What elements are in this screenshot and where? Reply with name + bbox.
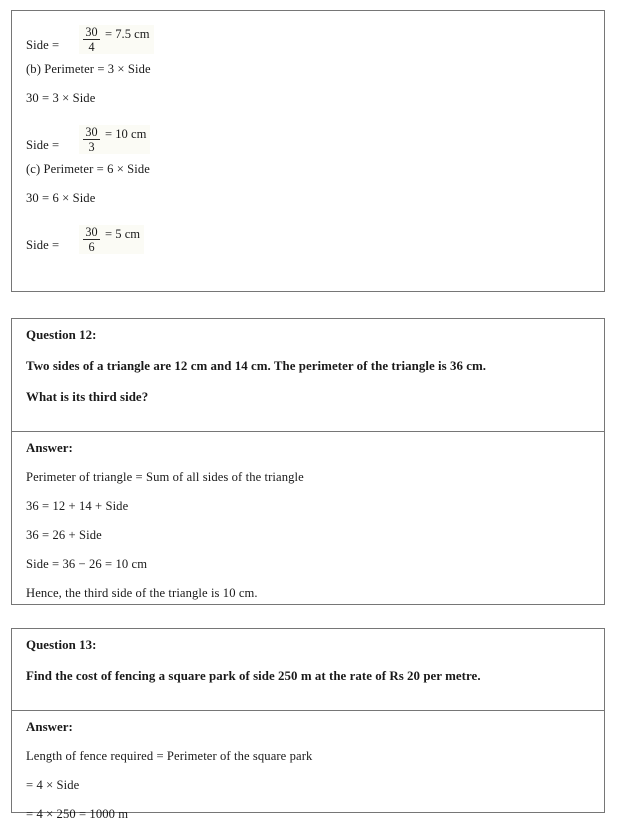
question-12-answer-label: Answer: bbox=[26, 441, 73, 455]
fraction-3-lead: Side = bbox=[26, 238, 60, 252]
question-12-statement-line-1: Two sides of a triangle are 12 cm and 14 cm. The perimeter of the triangle is 36 cm. bbox=[26, 359, 487, 373]
fraction-2 bbox=[83, 126, 100, 153]
side-equation-fraction-1 bbox=[26, 20, 590, 54]
question-12-answer-line: 36 = 26 + Side bbox=[26, 528, 102, 542]
line-c-equation: 30 = 6 × Side bbox=[26, 191, 96, 205]
question-12-answer-line: Side = 36 − 26 = 10 cm bbox=[26, 557, 148, 571]
fraction-1-group bbox=[79, 25, 154, 54]
fraction-1 bbox=[83, 26, 100, 53]
fraction-3-group bbox=[79, 225, 144, 254]
fraction-2-numerator: 30 bbox=[85, 124, 98, 139]
question-13-answer-section bbox=[12, 710, 604, 826]
line-b-perimeter: (b) Perimeter = 3 × Side bbox=[26, 62, 151, 76]
question-13-answer-line: = 4 × 250 = 1000 m bbox=[26, 807, 129, 821]
fraction-2-group bbox=[79, 125, 150, 154]
fraction-3-denominator: 6 bbox=[88, 239, 95, 254]
question-12-statement-section bbox=[12, 319, 604, 431]
fraction-3-numerator: 30 bbox=[85, 224, 98, 239]
fraction-1-lead: Side = bbox=[26, 38, 60, 52]
continued-answer-content bbox=[12, 11, 604, 272]
question-13-answer-label: Answer: bbox=[26, 720, 73, 734]
question-13-answer-line: Length of fence required = Perimeter of the square park bbox=[26, 749, 313, 763]
question-12-answer-section bbox=[12, 431, 604, 610]
line-c-perimeter: (c) Perimeter = 6 × Side bbox=[26, 162, 150, 176]
question-13-title: Question 13: bbox=[26, 638, 97, 652]
side-equation-fraction-3 bbox=[26, 220, 590, 254]
fraction-3-tail: = 5 cm bbox=[105, 226, 141, 241]
question-12-title: Question 12: bbox=[26, 328, 97, 342]
question-12-statement-line-2: What is its third side? bbox=[26, 390, 149, 404]
question-12-answer-line: Hence, the third side of the triangle is 10 cm. bbox=[26, 586, 258, 600]
question-12-answer-line: 36 = 12 + 14 + Side bbox=[26, 499, 129, 513]
question-12-box bbox=[11, 318, 605, 605]
fraction-1-numerator: 30 bbox=[85, 24, 98, 39]
fraction-3 bbox=[83, 226, 100, 253]
fraction-1-denominator: 4 bbox=[88, 39, 95, 54]
fraction-1-tail: = 7.5 cm bbox=[105, 26, 150, 41]
fraction-2-tail: = 10 cm bbox=[105, 126, 147, 141]
continued-answer-box bbox=[11, 10, 605, 292]
line-b-equation: 30 = 3 × Side bbox=[26, 91, 96, 105]
fraction-2-lead: Side = bbox=[26, 138, 60, 152]
question-13-answer-line: = 4 × Side bbox=[26, 778, 80, 792]
question-13-box bbox=[11, 628, 605, 821]
question-12-answer-line: Perimeter of triangle = Sum of all sides of the triangle bbox=[26, 470, 304, 484]
question-13-statement-line-1: Find the cost of fencing a square park of side 250 m at the rate of Rs 20 per metre. bbox=[26, 669, 481, 683]
question-13-statement-section bbox=[12, 629, 604, 710]
side-equation-fraction-2 bbox=[26, 120, 590, 154]
fraction-2-denominator: 3 bbox=[88, 139, 95, 154]
